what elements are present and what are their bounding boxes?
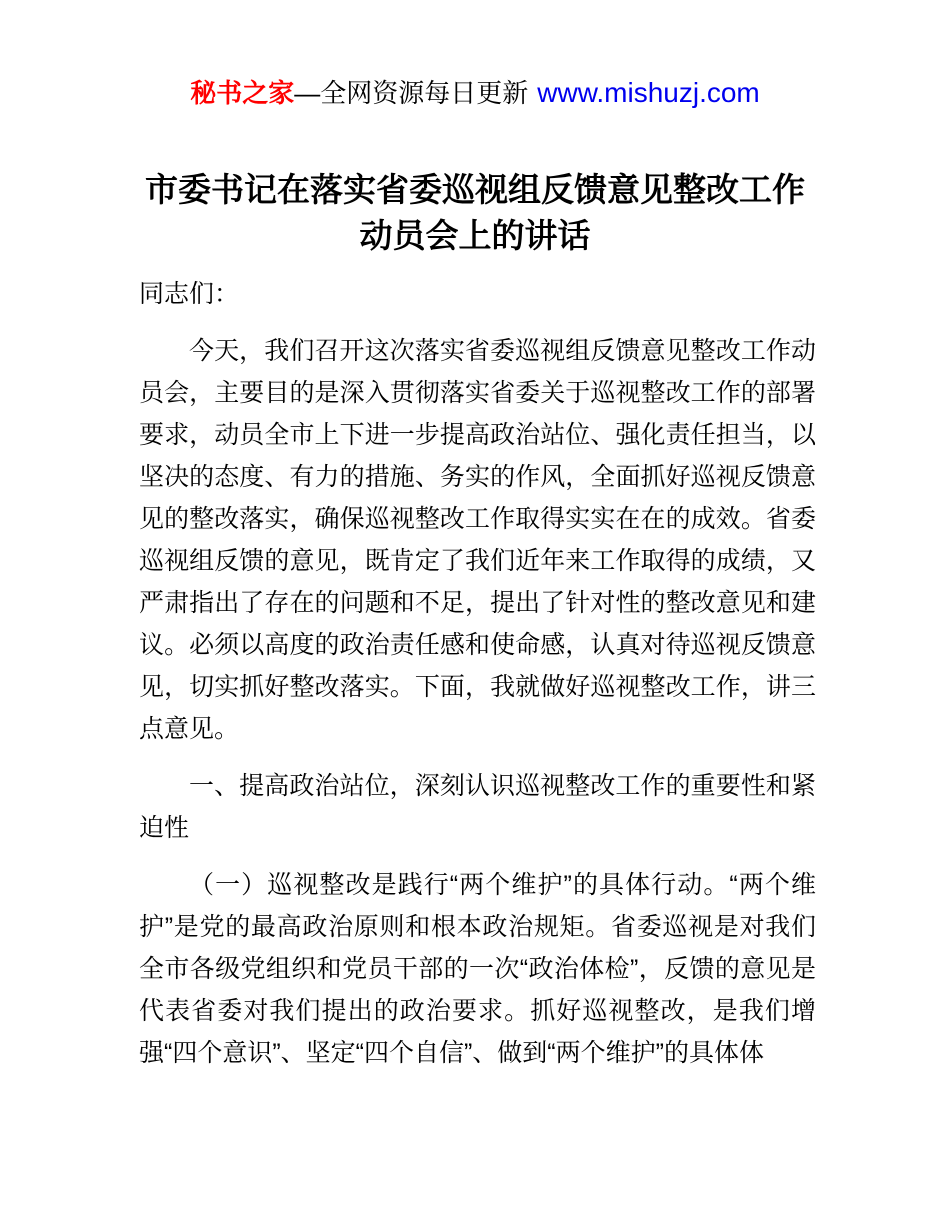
site-url-link[interactable]: www.mishuzj.com — [537, 77, 760, 108]
section-heading-1: 一、提高政治站位，深刻认识巡视整改工作的重要性和紧迫性 — [139, 772, 816, 842]
site-header — [0, 0, 950, 113]
site-name: 秘书之家 — [190, 78, 295, 108]
salutation: 同志们： — [139, 280, 240, 308]
site-tagline: —全网资源每日更新 — [294, 78, 529, 108]
document-title: 市委书记在落实省委巡视组反馈意见整改工作动员会上的讲话 — [145, 171, 805, 254]
document-body — [139, 273, 816, 1074]
paragraph-section-1-item-1: （一）巡视整改是践行“两个维护”的具体行动。“两个维护”是党的最高政治原则和根本政治规矩。省委巡视是对我们全市各级党组织和党员干部的一次“政治体检”，反馈的意见是代表省委对我们提出的政治要求。抓好巡视整改，是我们增强“四个意识”、坚定“四个自信”、做到“两个维护”的具体体 — [139, 871, 816, 1067]
paragraph-intro: 今天，我们召开这次落实省委巡视组反馈意见整改工作动员会，主要目的是深入贯彻落实省委关于巡视整改工作的部署要求，动员全市上下进一步提高政治站位、强化责任担当，以坚决的态度、有力的措施、务实的作风，全面抓好巡视反馈意见的整改落实，确保巡视整改工作取得实实在在的成效。省委巡视组反馈的意见，既肯定了我们近年来工作取得的成绩，又严肃指出了存在的问题和不足，提出了针对性的整改意见和建议。必须以高度的政治责任感和使命感，认真对待巡视反馈意见，切实抓好整改落实。下面，我就做好巡视整改工作，讲三点意见。 — [139, 337, 816, 743]
